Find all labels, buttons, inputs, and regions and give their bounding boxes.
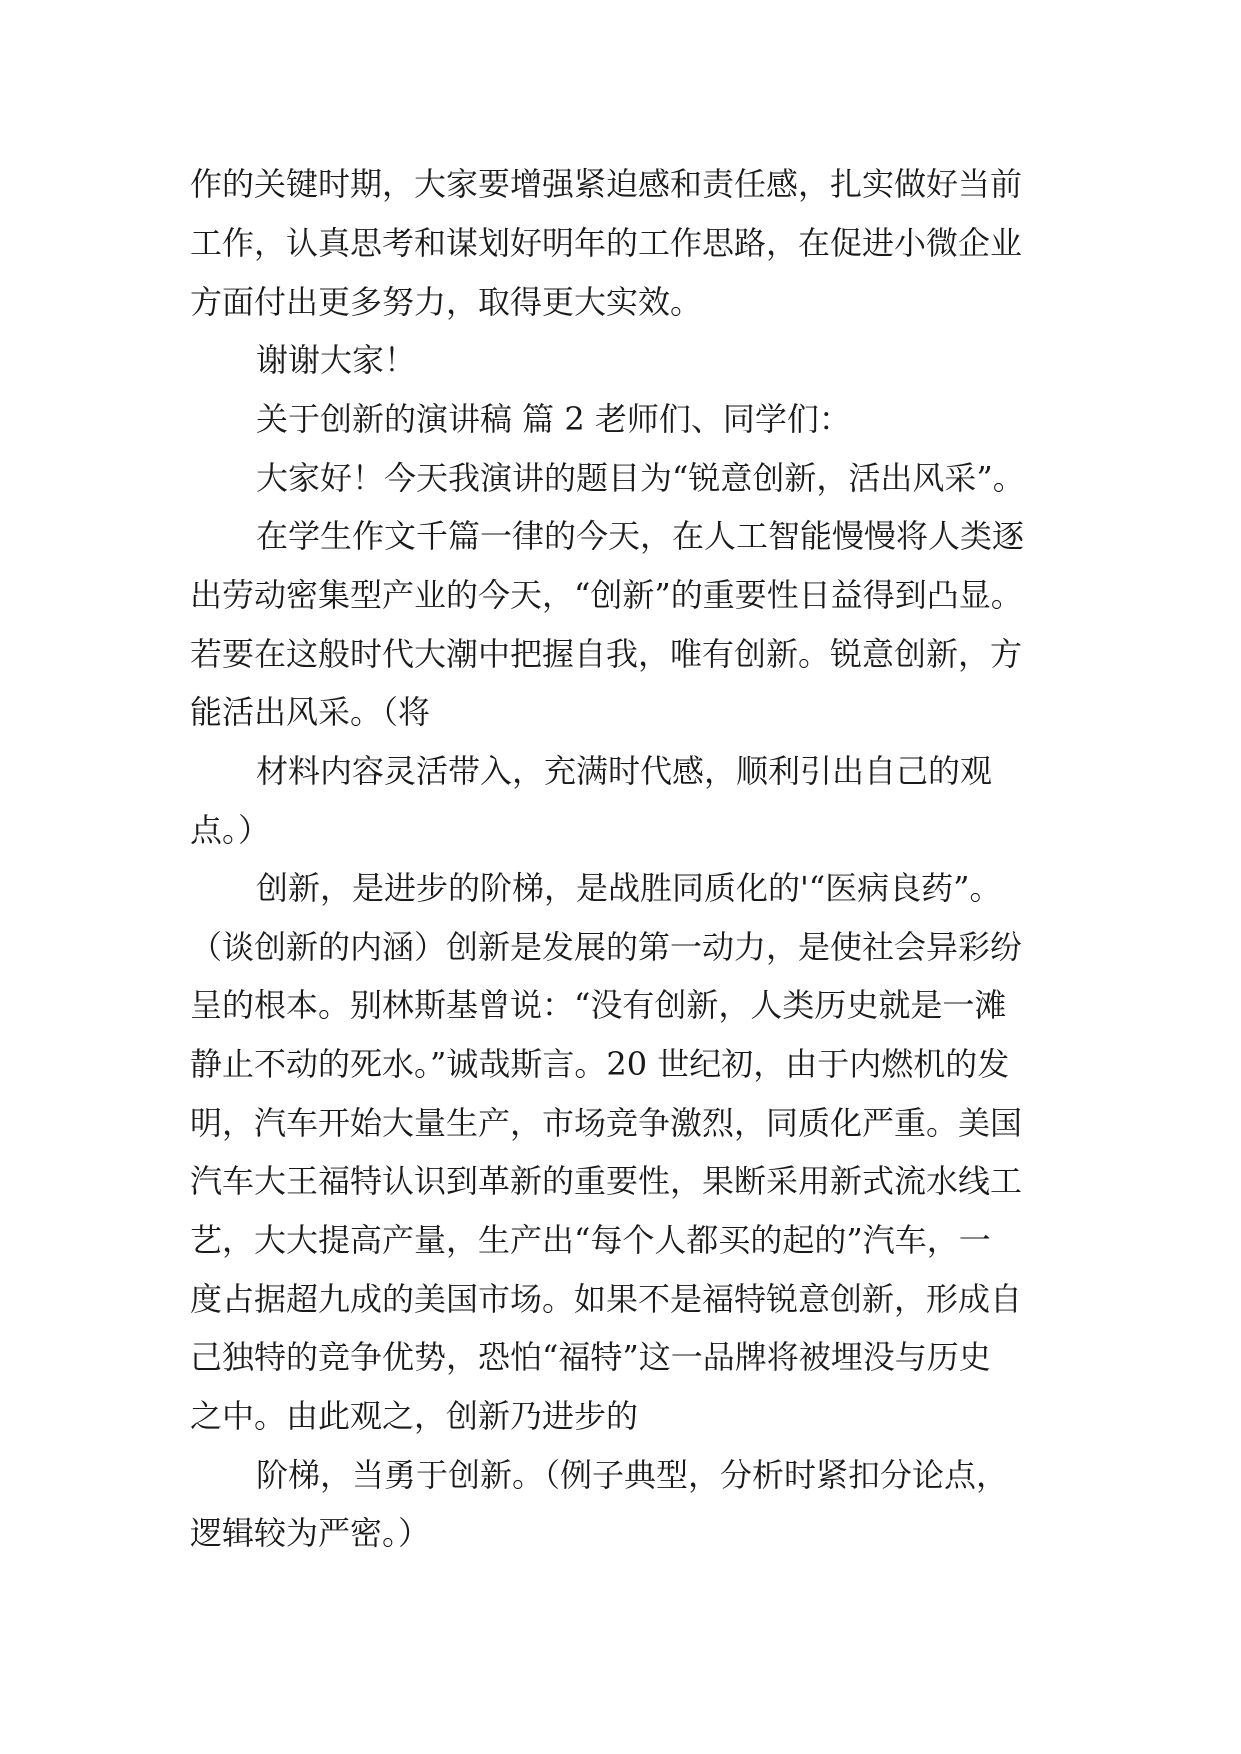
text-line: 谢谢大家！	[256, 341, 417, 379]
text-line: 呈的根本。别林斯基曾说：“没有创新，人类历史就是一滩	[190, 986, 1007, 1024]
text-line: 出劳动密集型产业的今天，“创新”的重要性日益得到凸显。	[190, 576, 1023, 614]
text-line: 创新，是进步的阶梯，是战胜同质化的'“医病良药”。	[256, 869, 1002, 907]
text-line: 若要在这般时代大潮中把握自我，唯有创新。锐意创新，方	[190, 635, 1023, 673]
text-line: 逻辑较为严密。）	[190, 1514, 431, 1552]
text-line: 点。）	[190, 811, 271, 849]
text-line: 静止不动的死水。”诚哉斯言。20 世纪初，由于内燃机的发	[190, 1045, 1010, 1083]
text-line: 在学生作文千篇一律的今天，在人工智能慢慢将人类逐	[256, 517, 1025, 555]
text-line: 明，汽车开始大量生产，市场竞争激烈，同质化严重。美国	[190, 1104, 1023, 1142]
text-line: 之中。由此观之，创新乃进步的	[190, 1397, 639, 1435]
text-line: 能活出风采。（将	[190, 693, 431, 731]
text-line: 大家好！今天我演讲的题目为“锐意创新，活出风采”。	[256, 459, 1025, 497]
text-line: 己独特的竞争优势，恐怕“福特”这一品牌将被埋没与历史	[190, 1338, 991, 1376]
text-line: 作的关键时期，大家要增强紧迫感和责任感，扎实做好当前	[190, 165, 1023, 203]
text-line: 度占据超九成的美国市场。如果不是福特锐意创新，形成自	[190, 1280, 1023, 1318]
text-line: 材料内容灵活带入，充满时代感，顺利引出自己的观	[256, 752, 993, 790]
text-line: 阶梯，当勇于创新。（例子典型，分析时紧扣分论点，	[256, 1456, 1009, 1494]
section-heading: 关于创新的演讲稿 篇 2 老师们、同学们：	[256, 400, 851, 438]
text-line: 汽车大王福特认识到革新的重要性，果断采用新式流水线工	[190, 1162, 1023, 1200]
text-line: 方面付出更多努力，取得更大实效。	[190, 283, 703, 321]
text-line: 工作，认真思考和谋划好明年的工作思路，在促进小微企业	[190, 224, 1023, 262]
text-line: 艺，大大提高产量，生产出“每个人都买的起的”汽车，一	[190, 1221, 991, 1259]
text-line: （谈创新的内涵）创新是发展的第一动力，是使社会异彩纷	[190, 928, 1023, 966]
